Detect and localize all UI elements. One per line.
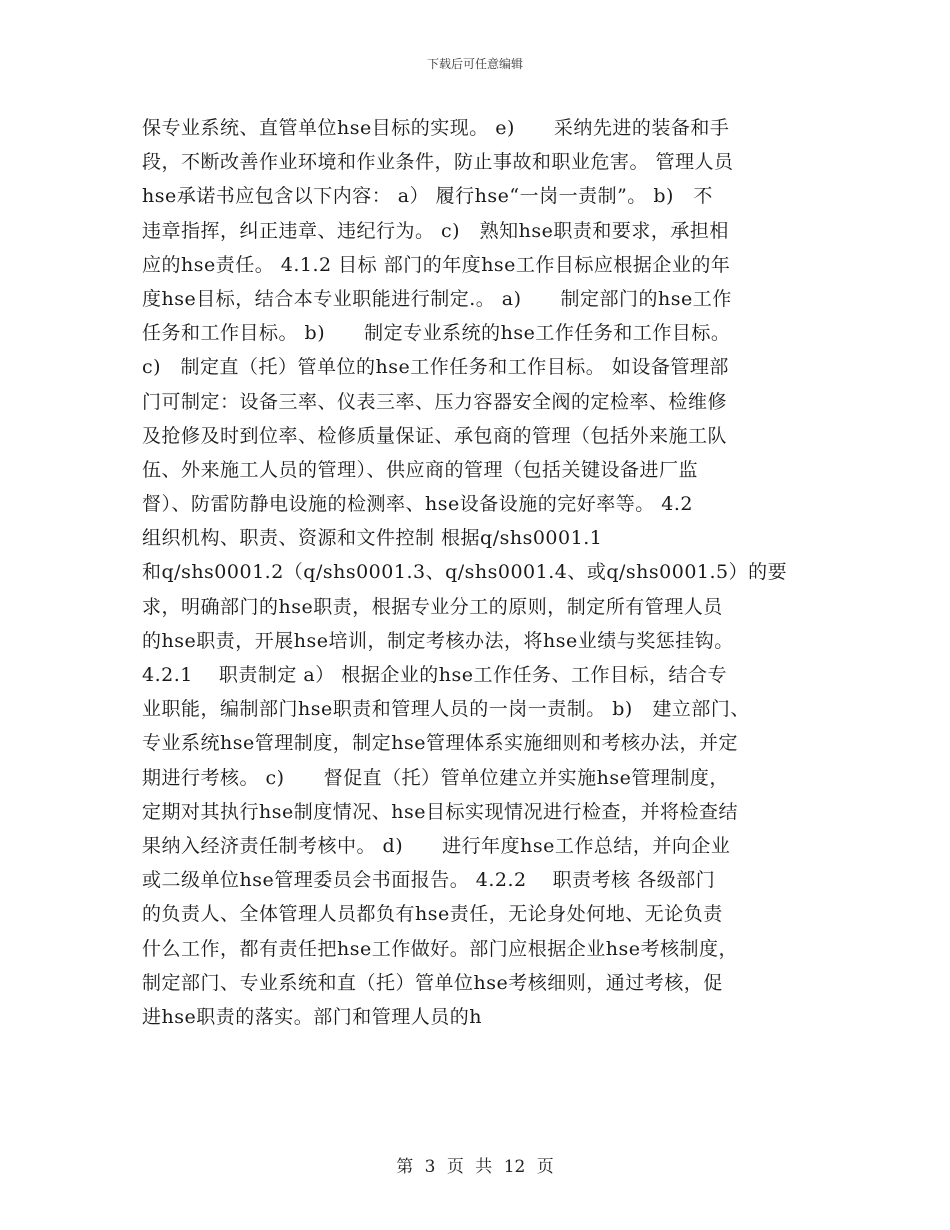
page-footer — [0, 1152, 950, 1177]
body-line: 什么工作，都有责任把hse工作做好。部门应根据企业hse考核制度， — [142, 937, 738, 960]
body-line: 应的hse责任。 4.1.2 目标 部门的年度hse工作目标应根据企业的年 — [142, 253, 731, 276]
total-page-count: 12 — [503, 1157, 526, 1177]
current-page-number: 3 — [424, 1157, 436, 1177]
body-line: 和q/shs0001.2（q/shs0001.3、q/shs0001.4、或q/shs0001.5）的要 — [142, 561, 788, 584]
body-line: 求，明确部门的hse职责，根据专业分工的原则，制定所有管理人员 — [142, 595, 723, 618]
body-line: 任务和工作目标。 b) 制定专业系统的hse工作任务和工作目标。 — [142, 322, 731, 345]
body-line: hse承诺书应包含以下内容： a） 履行hse“一岗一责制”。 b) 不 — [142, 185, 713, 208]
body-line: 度hse目标，结合本专业职能进行制定.。 a) 制定部门的hse工作 — [142, 287, 732, 310]
body-line: 的负责人、全体管理人员都负有hse责任，无论身处何地、无论负责 — [142, 903, 723, 926]
document-body — [142, 111, 822, 1034]
body-line: 制定部门、专业系统和直（托）管单位hse考核细则，通过考核，促 — [142, 971, 723, 994]
footer-suffix: 页 — [536, 1157, 554, 1177]
body-line: 定期对其执行hse制度情况、hse目标实现情况进行检查，并将检查结 — [142, 800, 738, 823]
body-line: 违章指挥，纠正违章、违纪行为。 c) 熟知hse职责和要求，承担相 — [142, 219, 729, 242]
body-line: 保专业系统、直管单位hse目标的实现。 e) 采纳先进的装备和手 — [142, 117, 730, 139]
body-line: 业职能，编制部门hse职责和管理人员的一岗一责制。 b) 建立部门、 — [142, 698, 750, 721]
body-line: 段，不断改善作业环境和作业条件，防止事故和职业危害。 管理人员 — [142, 151, 734, 174]
body-line: 门可制定：设备三率、仪表三率、压力容器安全阀的定检率、检维修 — [142, 390, 728, 413]
body-line: 专业系统hse管理制度，制定hse管理体系实施细则和考核办法，并定 — [142, 732, 738, 755]
body-line: 督）、防雷防静电设施的检测率、hse设备设施的完好率等。 4.2 — [142, 493, 693, 516]
body-line: c) 制定直（托）管单位的hse工作任务和工作目标。 如设备管理部 — [142, 356, 729, 379]
page-header: 下载后可任意编辑 — [426, 57, 523, 71]
body-line: 期进行考核。 c) 督促直（托）管单位建立并实施hse管理制度， — [142, 766, 729, 789]
body-line: 组织机构、职责、资源和文件控制 根据q/shs0001.1 — [142, 527, 603, 550]
footer-page-word: 页 — [446, 1157, 464, 1177]
body-line: 伍、外来施工人员的管理）、供应商的管理（包括关键设备进厂监 — [142, 458, 699, 481]
body-line: 及抢修及时到位率、检修质量保证、承包商的管理（包括外来施工队 — [142, 424, 728, 447]
footer-prefix: 第 — [396, 1157, 414, 1177]
body-line: 的hse职责，开展hse培训，制定考核办法，将hse业绩与奖惩挂钩。 — [142, 629, 734, 652]
body-line: 或二级单位hse管理委员会书面报告。 4.2.2 职责考核 各级部门 — [142, 869, 716, 892]
body-line: 进hse职责的落实。部门和管理人员的h — [142, 1005, 482, 1028]
body-line: 果纳入经济责任制考核中。 d) 进行年度hse工作总结，并向企业 — [142, 834, 731, 857]
footer-total-word: 共 — [475, 1157, 493, 1177]
body-line: 4.2.1 职责制定 a） 根据企业的hse工作任务、工作目标，结合专 — [142, 664, 728, 686]
